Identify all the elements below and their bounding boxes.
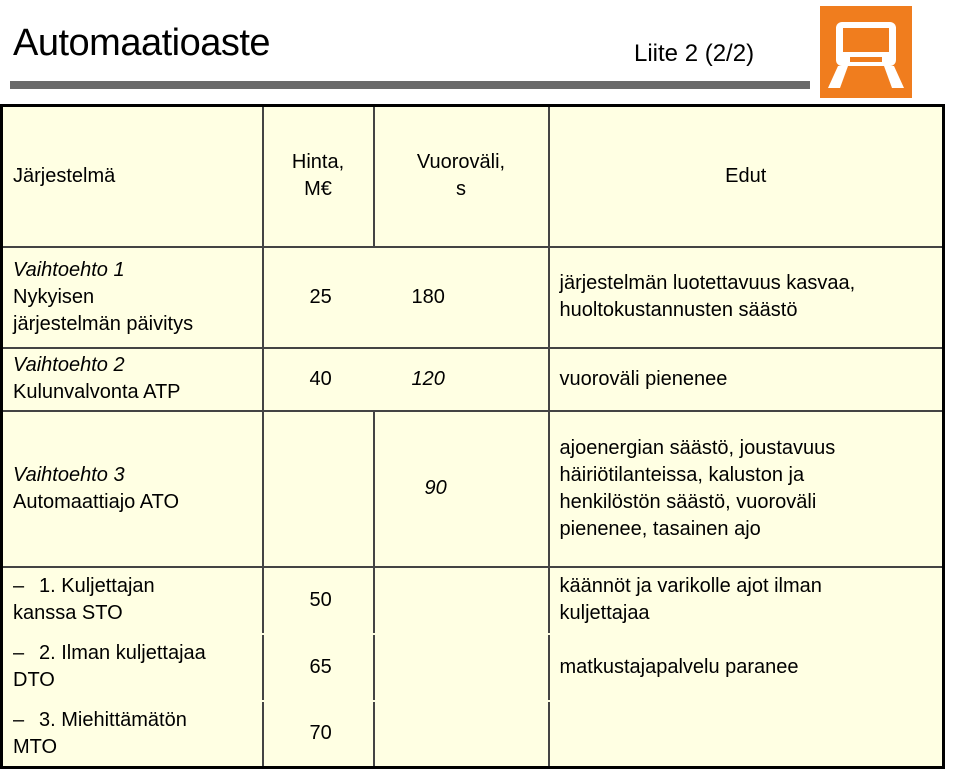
- header-divider: [10, 81, 810, 89]
- option3-name: [2, 411, 263, 567]
- option2-price-value: 40: [309, 367, 332, 390]
- sub1-line1-text: 1. Kuljettajan: [39, 575, 155, 597]
- option3-benefit-line4: pienenee, tasainen ajo: [559, 517, 761, 540]
- sub2-interval: [374, 634, 549, 701]
- option3-benefit-line2: häiriötilanteissa, kaluston ja: [559, 463, 805, 486]
- option3-interval: [374, 411, 549, 567]
- option3-line1: Vaihtoehto 3: [13, 463, 125, 486]
- sub1-name: [2, 567, 263, 634]
- sub3-price-value: 70: [309, 722, 332, 745]
- sub1-benefits: [549, 567, 944, 634]
- header-benefits: [549, 106, 944, 247]
- option1-benefits: [549, 247, 944, 348]
- option1-price: [263, 247, 374, 348]
- sub2-name: [2, 634, 263, 701]
- header-price: [263, 106, 374, 247]
- option2-line2: Kulunvalvonta ATP: [13, 381, 181, 403]
- table-header-row: [2, 106, 944, 247]
- sub2-line2: DTO: [13, 669, 55, 691]
- sub3-line1-text: 3. Miehittämätön: [39, 708, 187, 731]
- option2-benefits: [549, 348, 944, 411]
- option2-price: [263, 348, 374, 411]
- option1-name: [2, 247, 263, 348]
- page-subtitle: Liite 2 (2/2): [634, 40, 755, 67]
- dash-bullet: –: [13, 575, 25, 597]
- sub3-benefits: [549, 701, 944, 768]
- option2-name: [2, 348, 263, 411]
- sub2-price: [263, 634, 374, 701]
- sub1-line2: kanssa STO: [13, 602, 123, 624]
- option1-benefit-line2: huoltokustannusten säästö: [559, 299, 798, 321]
- option2-benefit-text: vuoroväli pienenee: [559, 367, 728, 390]
- header-interval: [374, 106, 549, 247]
- sub2-line1-text: 2. Ilman kuljettajaa: [39, 642, 206, 664]
- table-row: [2, 567, 944, 634]
- sub1-benefit-line1: käännöt ja varikolle ajot ilman: [559, 575, 822, 597]
- sub1-price-value: 50: [309, 588, 332, 611]
- header-interval-line1: Vuoroväli,: [416, 151, 506, 174]
- header-system-label: Järjestelmä: [13, 164, 116, 187]
- header-interval-line2: s: [456, 178, 466, 201]
- dash-bullet: –: [13, 708, 25, 731]
- sub2-benefit-text: matkustajapalvelu paranee: [559, 655, 799, 678]
- option1-price-value: 25: [309, 285, 332, 308]
- dash-bullet: –: [13, 642, 25, 664]
- header-price-line1: Hinta,: [291, 151, 345, 174]
- table-row: [2, 247, 944, 348]
- table-row: [2, 701, 944, 768]
- header-system: [2, 106, 263, 247]
- option3-benefit-line3: henkilöstön säästö, vuoroväli: [559, 490, 817, 513]
- option1-line3: järjestelmän päivitys: [13, 312, 194, 335]
- option1-line1: Vaihtoehto 1: [13, 258, 125, 281]
- option2-line1: Vaihtoehto 2: [13, 354, 125, 376]
- sub1-interval: [374, 567, 549, 634]
- sub2-price-value: 65: [309, 655, 332, 678]
- page-title: Automaatioaste: [13, 22, 271, 64]
- table-row: [2, 348, 944, 411]
- option2-interval-value: 120: [411, 367, 445, 390]
- sub1-line1: [13, 573, 262, 600]
- sub1-price: [263, 567, 374, 634]
- option1-line2: Nykyisen: [13, 285, 95, 308]
- comparison-table: [0, 104, 945, 769]
- option3-line2: Automaattiajo ATO: [13, 490, 180, 513]
- sub3-line1: [13, 707, 262, 734]
- option1-benefit-line1: järjestelmän luotettavuus kasvaa,: [559, 272, 856, 294]
- logo: [820, 6, 912, 98]
- table-row: [2, 634, 944, 701]
- header-benefits-label: Edut: [725, 164, 767, 187]
- train-front-icon: [820, 6, 912, 98]
- table-row: [2, 411, 944, 567]
- option3-price: [263, 411, 374, 567]
- option1-interval-value: 180: [411, 285, 445, 308]
- option2-interval: [374, 348, 549, 411]
- sub1-benefit-line2: kuljettajaa: [559, 602, 650, 624]
- header-price-line2: M€: [304, 178, 332, 201]
- sub3-name: [2, 701, 263, 768]
- option3-interval-value: 90: [424, 477, 447, 499]
- sub2-benefits: [549, 634, 944, 701]
- option1-interval: [374, 247, 549, 348]
- sub3-interval: [374, 701, 549, 768]
- sub3-line2: MTO: [13, 735, 58, 758]
- sub2-line1: [13, 640, 262, 667]
- option3-benefits: [549, 411, 944, 567]
- sub3-price: [263, 701, 374, 768]
- option3-benefit-line1: ajoenergian säästö, joustavuus: [559, 436, 836, 459]
